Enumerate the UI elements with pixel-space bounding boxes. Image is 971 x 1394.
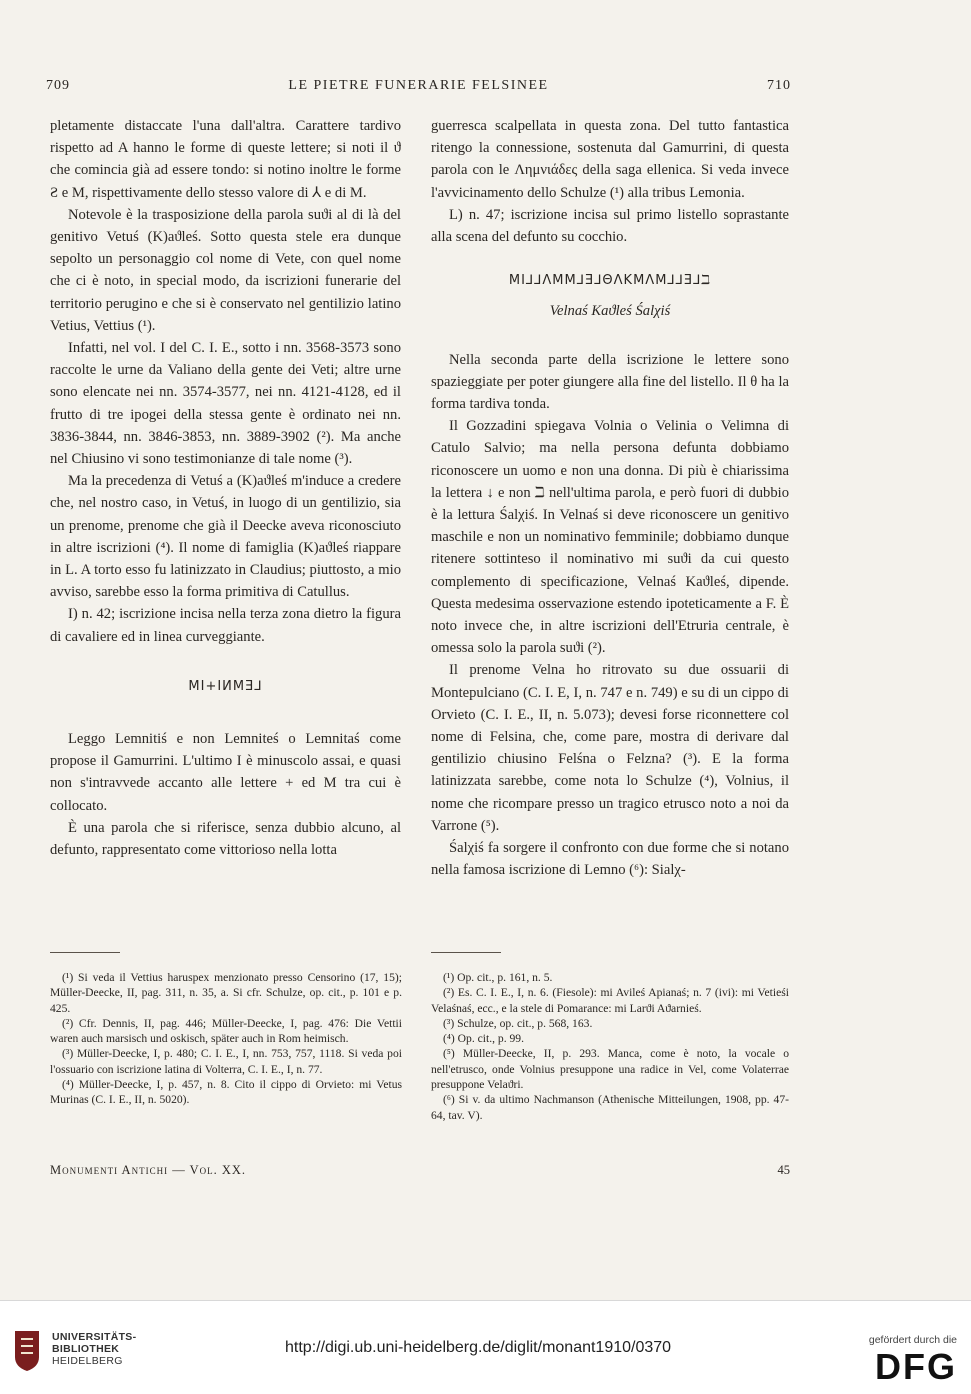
footnote: (¹) Op. cit., p. 161, n. 5. — [443, 971, 553, 984]
dfg-logo: DFG — [875, 1346, 957, 1387]
paragraph: Leggo Lemnitiś e non Lemniteś o Lemnitaś come propose il Gamurrini. L'ultimo I è minuscolo assai, e quasi non s'intravvede accanto alle lettere + ed M tra cui è collocato. — [50, 731, 401, 814]
paragraph: Śalχiś fa sorgere il confronto con due forme che si notano nella famosa iscrizione di Lemno (⁶): Sialχ- — [431, 840, 789, 879]
paragraph: guerresca scalpellata in questa zona. Del tutto fantastica ritengo la connessione, sostenuta dal Gamurrini, di questa parola con le Λημνιάδες della saga ellenica. Si veda invece l'avvicinamento dello Schulze (¹) alla tribus Lemonia. — [431, 118, 789, 201]
left-column — [50, 115, 401, 861]
permalink[interactable]: http://digi.ub.uni-heidelberg.de/diglit/monant1910/0370 — [285, 1339, 672, 1356]
university-seal-icon — [12, 1329, 42, 1373]
paragraph: Ma la precedenza di Vetuś a (K)aϑleś m'induce a credere che, nel nostro caso, in Vetuś, in luogo di un gentilizio, sia un prenome, prenome che già il Deecke aveva riconosciuto in altre iscrizioni (⁴). Il nome di famiglia (K)aϑleś riappare in L. A torto esso fu latinizzato in Claudius; piuttosto, a mio avviso, sarebbe esso la forma primitiva di Catullus. — [50, 473, 401, 601]
footnote: (⁴) Op. cit., p. 99. — [443, 1032, 524, 1046]
footnote: (¹) Si veda il Vettius haruspex menzionato presso Censorino (17, 15); Müller-Deecke, II, pag. 311, n. 35, a. Si cfr. Schulze, op. cit., p. 101 e p. 425. — [50, 971, 402, 1015]
page-number-left: 709 — [46, 78, 70, 93]
signature-mark: 45 — [777, 1163, 790, 1177]
running-title: LE PIETRE FUNERARIE FELSINEE — [288, 78, 549, 93]
paragraph: Nella seconda parte della iscrizione le lettere sono spazieggiate per poter giungere alla fine del listello. Il θ ha la forma tardiva tonda. — [431, 351, 789, 413]
paragraph: Infatti, nel vol. I del C. I. E., sotto i nn. 3568-3573 sono raccolte le urne da Valiano della gente dei Veti; altre urne sono elencate nei nn. 3574-3577, nei nn. 4121-4128, ed il frutto di tre ipogei della stessa gente è ordinato nei nn. 3836-3844, nn. 3846-3853, nn. 3889-3902 (²). Ma anche nel Chiusino vi sono testimonianze di tale nome (³). — [50, 340, 401, 468]
paragraph: I) n. 42; iscrizione incisa nella terza zona dietro la figura di cavaliere ed in linea curveggiante. — [50, 606, 401, 645]
footnote: (³) Schulze, op. cit., p. 568, 163. — [443, 1016, 593, 1030]
footnote: (³) Müller-Deecke, I, p. 480; C. I. E., I, nn. 753, 757, 1118. Si veda poi l'ossuario con iscrizione latina di Volterra, C. I. E., I, n. 77. — [50, 1047, 402, 1076]
right-column — [431, 115, 789, 882]
paragraph: pletamente distaccate l'una dall'altra. Carattere tardivo rispetto ad A hanno le forme di queste lettere; si noti il ϑ che comincia già ad essere tondo: si notino inoltre le forme Ƨ e M, rispettivamente dello stesso valore di ⅄ e di M. — [50, 118, 401, 201]
page-footer — [50, 1163, 790, 1181]
etruscan-inscription: MI+IИMƎ⅃ — [188, 678, 263, 694]
running-header — [46, 78, 791, 98]
footnotes-right — [431, 970, 789, 1123]
paragraph: L) n. 47; iscrizione incisa sul primo listello soprastante alla scena del defunto su cocchio. — [431, 206, 789, 246]
footnote-separator — [50, 952, 120, 953]
footnote: (⁵) Müller-Deecke, II, p. 293. Manca, come è noto, la vocale o nell'etrusco, onde Volnius presuppone una radice in Vel, come Volaterrae presuppone Velaϑri. — [431, 1047, 789, 1092]
series-title: Monumenti Antichi — Vol. XX. — [50, 1163, 247, 1177]
paragraph: Il Gozzadini spiegava Volnia o Velinia o Velimna di Catulo Salvio; ma nella persona defunta dobbiamo riconoscere un uomo e non una donna. Di più è chiarissima la lettera ↓ e non ℶ nell'ultima parola, e però fuori di dubbio è la lettura Śalχiś. In Velnaś si deve riconoscere un genitivo maschile e non un nominativo femminile; dobbiamo dunque ritenere sottinteso il nominativo mi suϑi da cui questo complemento di specificazione, Velnaś Kaϑleś, dipende. Questa medesima osservazione estendo ipoteticamente a F. È noto invece che, in altre iscrizioni dell'Etruria centrale, è omessa solo la parola suϑi (²). — [431, 418, 789, 657]
funding-note: gefördert durch die — [868, 1334, 957, 1346]
paragraph: Notevole è la trasposizione della parola suϑi al di là del genitivo Vetuś (K)aϑleś. Sotto questa stele era dunque sepolto un personaggio col nome di Vete, con quel nome che ci è noto, in special modo, da iscrizioni funerarie del territorio perugino e che si è conservato nel gentilizio latino Vetius, Vettius (¹). — [50, 206, 401, 334]
page-number-right: 710 — [767, 78, 791, 93]
footnote-separator — [431, 952, 501, 953]
paragraph: È una parola che si riferisce, senza dubbio alcuno, al defunto, rappresentato come vittorioso nella lotta — [50, 819, 401, 859]
footnote: (⁶) Si v. da ultimo Nachmanson (Athenische Mitteilungen, 1908, pp. 47-64, tav. V). — [431, 1093, 789, 1122]
inscription-transliteration: Velnaś Kaϑleś Śalχiś — [549, 303, 671, 320]
digitization-footer-bar — [0, 1300, 971, 1394]
footnote: (⁴) Müller-Deecke, I, p. 457, n. 8. Cito il cippo di Orvieto: mi Vetus Murinas (C. I. E., II, n. 5020). — [50, 1078, 402, 1107]
institution-name: UNIVERSITÄTS- BIBLIOTHEK HEIDELBERG — [52, 1331, 137, 1367]
footnote: (²) Es. C. I. E., I, n. 6. (Fiesole): mi Avileś Apianaś; n. 7 (ivi): mi Vetieśi Velaśnaś, ecc., e la stele di Pomarance: mi Larϑi Aϑarnieś. — [431, 986, 789, 1015]
footnote: (²) Cfr. Dennis, II, pag. 446; Müller-Deecke, I, pag. 476: Die Vettii waren auch marsisch und oskisch, später auch in Rom heimisch. — [50, 1016, 402, 1046]
footnotes-left — [50, 970, 402, 1108]
etruscan-inscription: MI⅃⅃ΛMM⅃Ǝ⅃ΘΛKMΛM⅃⅃Ǝ⅃ℶ — [508, 273, 712, 289]
paragraph: Il prenome Velna ho ritrovato su due ossuarii di Montepulciano (C. I. E, I, n. 747 e n. 749) e su di un cippo di Orvieto (C. I. E., II, n. 5.073); devesi forse riconnettere col nome di Felsina, che, come pare, mostra di derivare dal gentilizio chiusino Felśna o Felzna? (³). E la forma latinizzata sarebbe, come nota lo Schulze (⁴), Volnius, il nome che ricompare presso un tragico etrusco noto a noi da Varrone (⁵). — [431, 662, 789, 834]
